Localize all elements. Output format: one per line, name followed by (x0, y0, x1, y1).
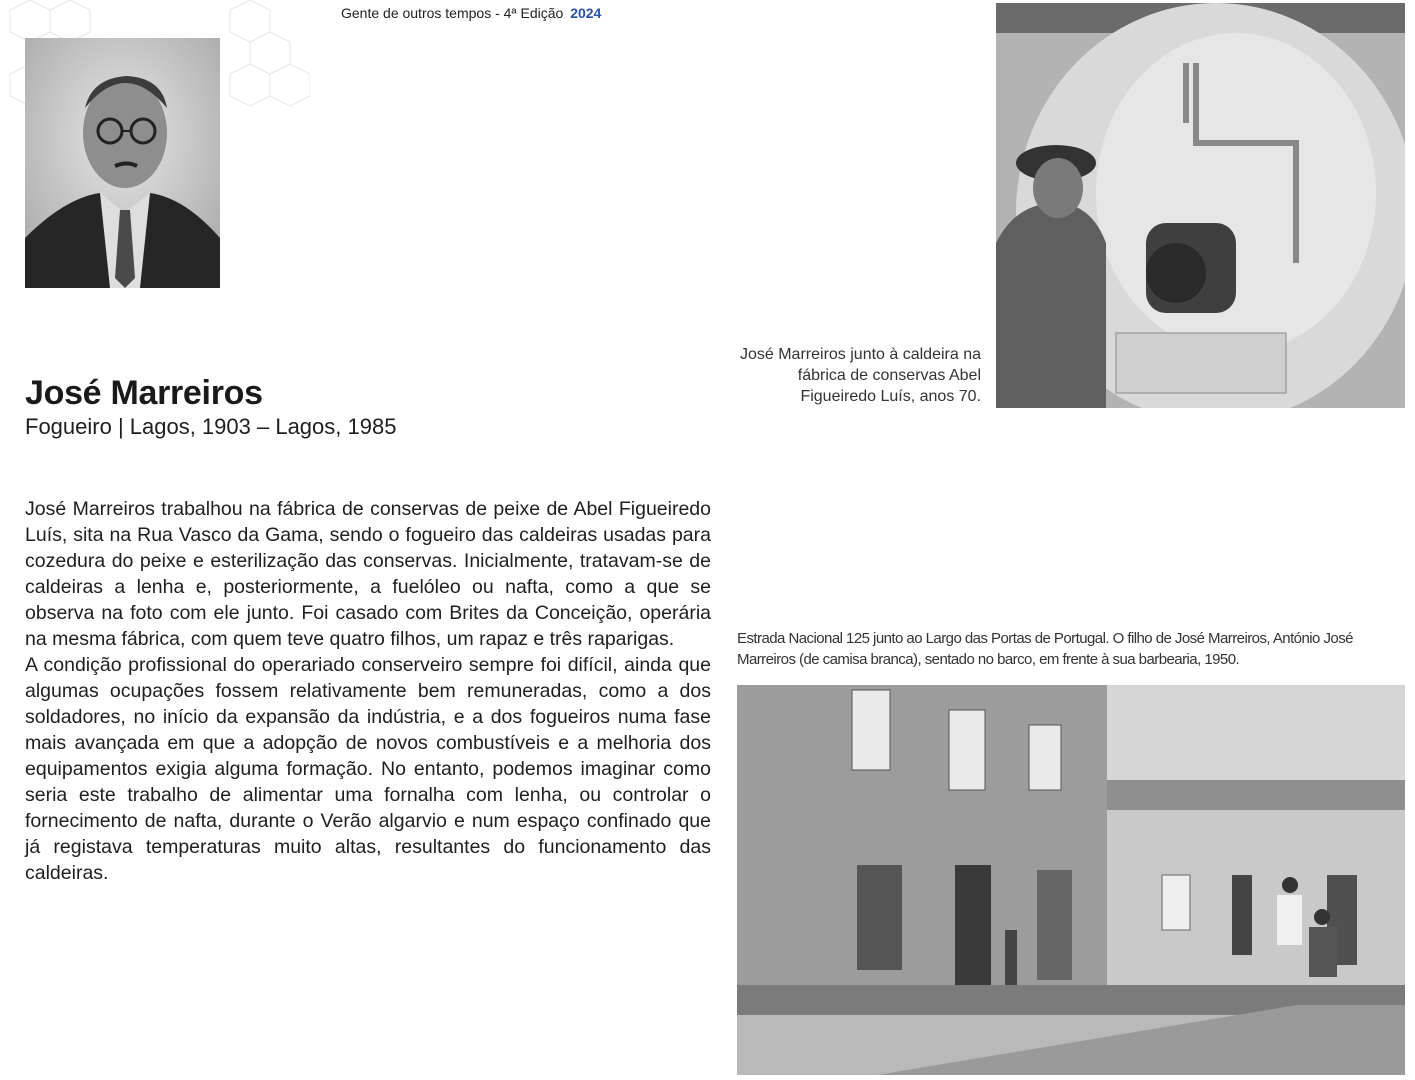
page-header (341, 5, 601, 21)
person-subtitle: Fogueiro | Lagos, 1903 – Lagos, 1985 (25, 414, 397, 439)
edition-title: Gente de outros tempos - 4ª Edição (341, 5, 564, 21)
edition-year: 2024 (570, 5, 602, 21)
portrait-photo (25, 38, 220, 288)
street-photo-caption: Estrada Nacional 125 junto ao Largo das Portas de Portugal. O filho de José Marreiros, António José Marreiros (de camisa branca), sentado no barco, em frente à sua barbearia, 1950. (737, 630, 1353, 668)
person-name: José Marreiros (25, 374, 263, 412)
biography-paragraph: A condição profissional do operariado conserveiro sempre foi difícil, ainda que algumas ocupações fossem relativamente bem remuneradas, como a dos soldadores, no início da expansão da indústria, e a dos fogueiros numa fase mais avançada em que a adopção de novos combustíveis e a melhoria dos equipamentos exigia alguma formação. No entanto, podemos imaginar como seria este trabalho de alimentar uma fornalha com lenha, ou controlar o fornecimento de nafta, durante o Verão algarvio e num espaço confinado que já registava temperaturas muito altas, resultantes do funcionamento das caldeiras. (25, 654, 711, 884)
street-photo (737, 685, 1405, 1075)
biography-paragraph: José Marreiros trabalhou na fábrica de conservas de peixe de Abel Figueiredo Luís, sita na Rua Vasco da Gama, sendo o fogueiro das caldeiras usadas para cozedura do peixe e esterilização das conservas. Inicialmente, tratavam-se de caldeiras a lenha e, posteriormente, a fuelóleo ou nafta, como a que se observa na foto com ele junto. Foi casado com Brites da Conceição, operária na mesma fábrica, com quem teve quatro filhos, um rapaz e três raparigas. (25, 498, 711, 650)
boiler-photo-caption: José Marreiros junto à caldeira na fábrica de conservas Abel Figueiredo Luís, anos 70. (739, 346, 981, 405)
biography-text (25, 496, 711, 886)
boiler-photo (996, 3, 1405, 408)
